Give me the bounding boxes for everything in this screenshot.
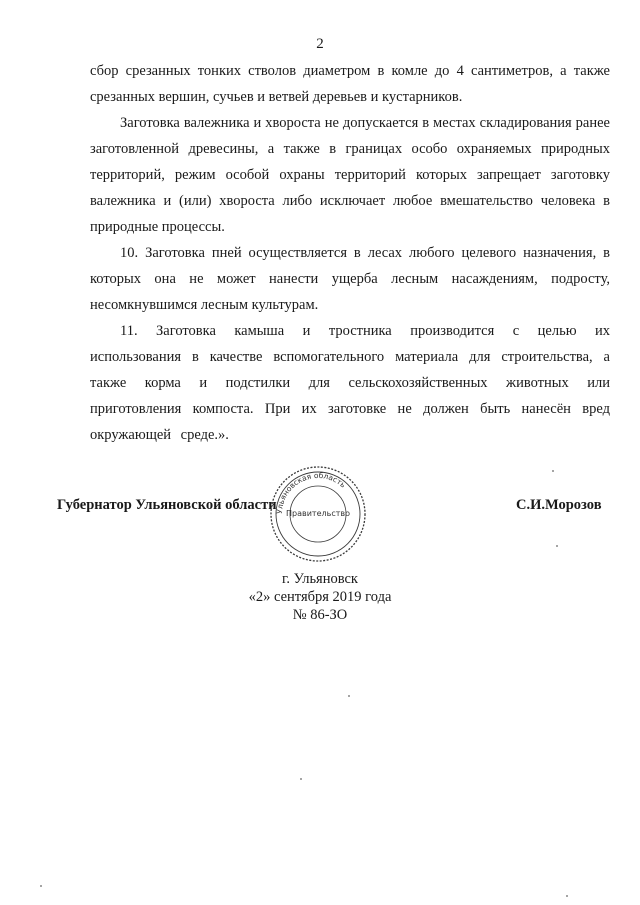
signatory-title: Губернатор Ульяновской области xyxy=(57,497,277,513)
page-number: 2 xyxy=(316,36,324,52)
paragraph-continuation: сбор срезанных тонких стволов диаметром в комле до 4 сантиметров, а также срезанных вершин, сучьев и ветвей деревьев и кустарников. xyxy=(90,63,610,105)
paragraph-item-10: 10. Заготовка пней осуществляется в лесах любого целевого назначения, в которых она не может нанести ущерба лесным насаждениям, подросту, несомкнувшимся лесным культурам. xyxy=(90,245,610,313)
scan-speck xyxy=(348,695,350,697)
svg-text:Ульяновская область xyxy=(275,471,348,514)
law-number: № 86-ЗО xyxy=(292,607,348,623)
city: г. Ульяновск xyxy=(282,571,358,587)
paragraph-item-11: 11. Заготовка камыша и тростника производится с целью их использования в качестве вспомогательного материала для строительства, а также корма и подстилки для сельскохозяйственных животных или приготовления компоста. При их заготовке не должен быть нанесён вред окружающей среде.». xyxy=(90,323,610,443)
seal-ring-text: Ульяновская область xyxy=(274,470,348,515)
document-body xyxy=(90,58,610,448)
date: «2» сентября 2019 года xyxy=(248,589,392,605)
place-date-block xyxy=(0,570,640,624)
signatory-name: С.И.Морозов xyxy=(516,497,602,513)
scan-speck xyxy=(552,470,554,472)
scan-speck xyxy=(300,778,302,780)
official-seal-stamp xyxy=(268,464,368,564)
scan-speck xyxy=(566,895,568,897)
scan-speck xyxy=(40,885,42,887)
seal-center-text: Правительство xyxy=(286,509,350,518)
paragraph-deadwood: Заготовка валежника и хвороста не допускается в местах складирования ранее заготовленной древесины, а также в границах особо охраняемых природных территорий, режим особой охраны территорий которых запрещает заготовку валежника и (или) хвороста либо исключает любое вмешательство человека в природные процессы. xyxy=(90,115,610,235)
scan-speck xyxy=(556,545,558,547)
seal-icon xyxy=(268,464,368,564)
